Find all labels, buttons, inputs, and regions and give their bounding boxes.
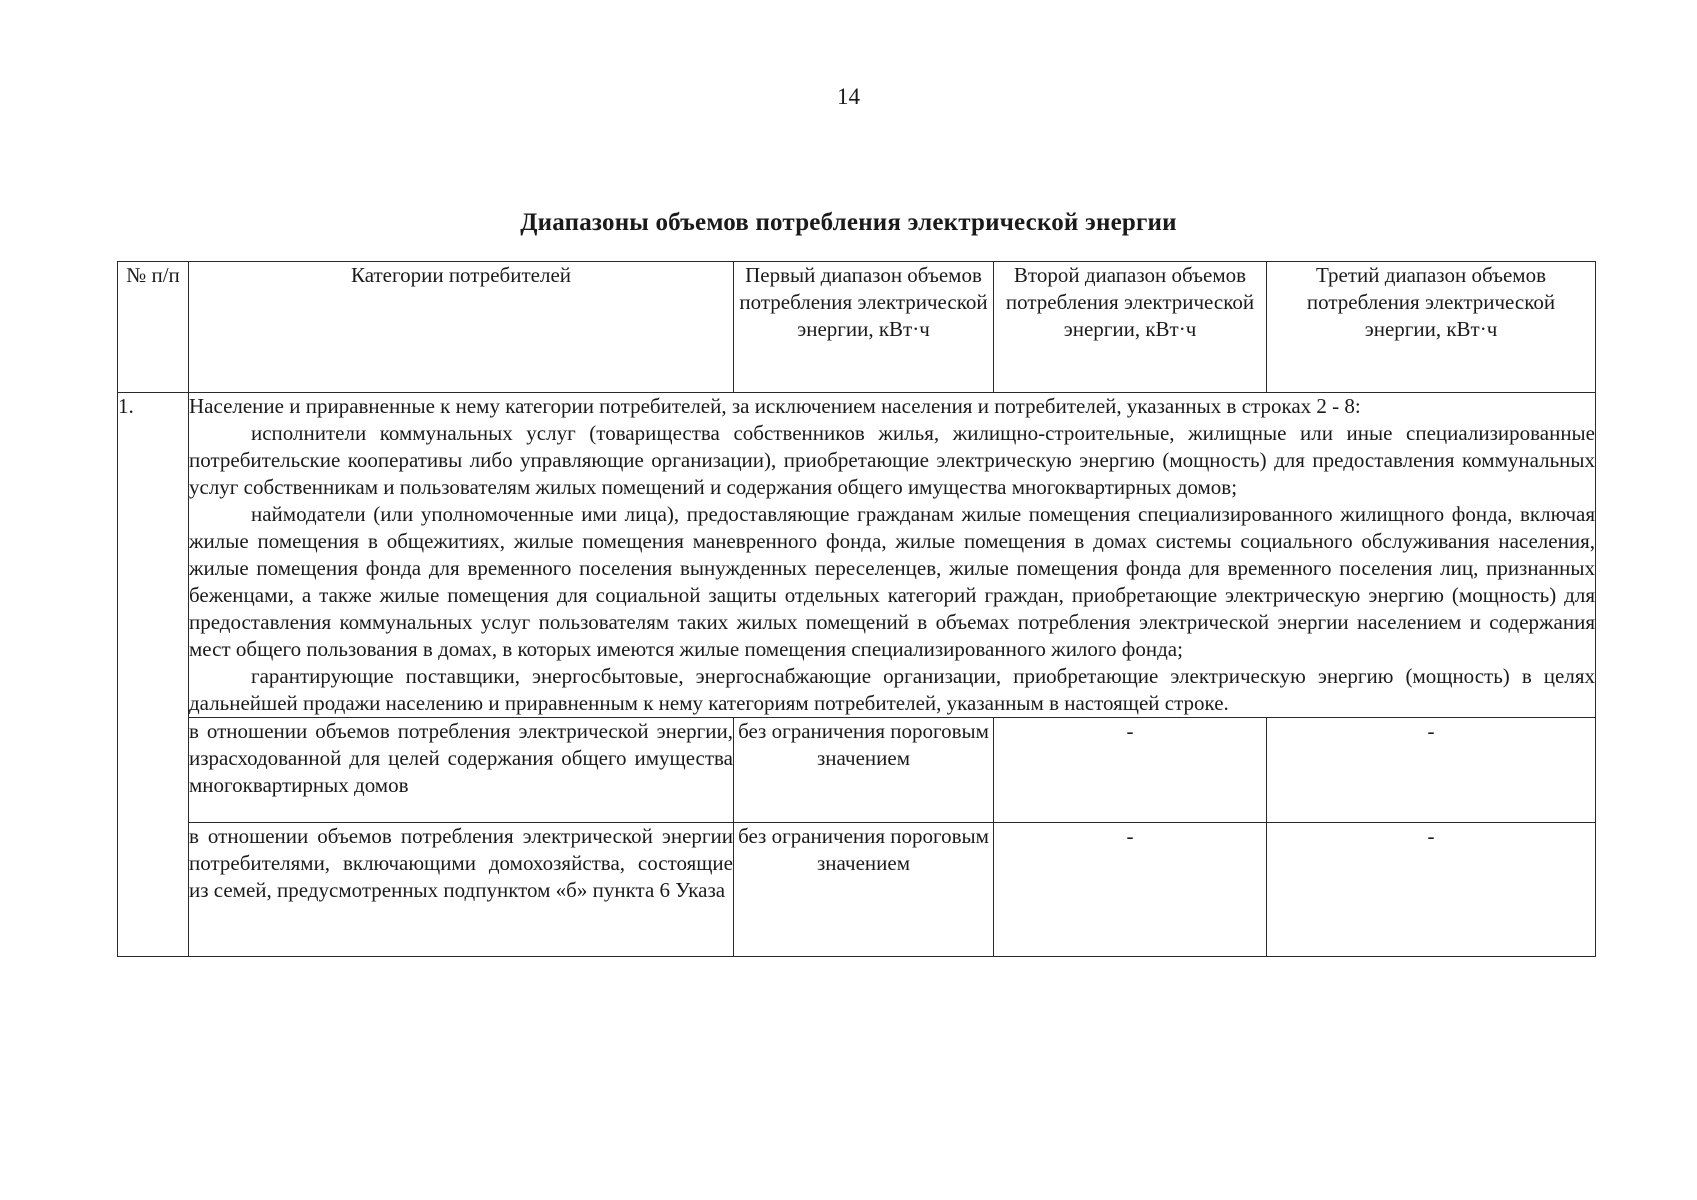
header-number: № п/п [118,262,189,393]
description-paragraph: наймодатели (или уполномоченные ими лица), предоставляющие гражданам жилые помещения специализированного жилищного фонда, включая жилые помещения в общежитиях, жилые помещения маневренного фонда, жилые помещения в домах системы социального обслуживания населения, жилые помещения фонда для временного поселения вынужденных переселенцев, жилые помещения фонда для временного поселения лиц, признанных беженцами, а также жилые помещения для социальной защиты отдельных категорий граждан, приобретающие электрическую энергию (мощность) для предоставления коммунальных услуг пользователям таких жилых помещений в объемах потребления электрической энергии населением и содержания мест общего пользования в домах, в которых имеются жилые помещения специализированного жилого фонда; [189,502,1595,661]
subrow-third-range: - [1267,823,1596,957]
description-paragraph: Население и приравненные к нему категории потребителей, за исключением населения и потребителей, указанных в строках 2 - 8: [189,394,1361,418]
row-number: 1. [118,393,189,957]
subrow-category: в отношении объемов потребления электрической энергии, израсходованной для целей содержания общего имущества многоквартирных домов [189,718,734,823]
table-subrow [118,718,1596,823]
description-paragraph: исполнители коммунальных услуг (товарищества собственников жилья, жилищно-строительные, жилищные или иные специализированные потребительские кооперативы либо управляющие организации), приобретающие электрическую энергию (мощность) для предоставления коммунальных услуг собственникам и пользователям жилых помещений и содержания общего имущества многоквартирных домов; [189,421,1595,499]
table-subrow [118,823,1596,957]
document-title: Диапазоны объемов потребления электрической энергии [520,209,1177,236]
table-header-row [118,262,1596,393]
consumption-ranges-table [117,261,1596,957]
subrow-category: в отношении объемов потребления электрической энергии потребителями, включающими домохозяйства, состоящие из семей, предусмотренных подпунктом «б» пункта 6 Указа [189,823,734,957]
subrow-third-range: - [1267,718,1596,823]
subrow-first-range: без ограничения пороговым значением [734,718,994,823]
subrow-second-range: - [994,823,1267,957]
header-second-range: Второй диапазон объемов потребления электрической энергии, кВт·ч [994,262,1267,393]
header-category: Категории потребителей [189,262,734,393]
subrow-first-range: без ограничения пороговым значением [734,823,994,957]
description-paragraph: гарантирующие поставщики, энергосбытовые, энергоснабжающие организации, приобретающие электрическую энергию (мощность) в целях дальнейшей продажи населению и приравненным к нему категориям потребителей, указанным в настоящей строке. [189,664,1595,715]
row-description [189,393,1596,718]
table-row [118,393,1596,718]
header-first-range: Первый диапазон объемов потребления электрической энергии, кВт·ч [734,262,994,393]
subrow-second-range: - [994,718,1267,823]
page-number: 14 [837,84,860,109]
header-third-range: Третий диапазон объемов потребления электрической энергии, кВт·ч [1267,262,1596,393]
